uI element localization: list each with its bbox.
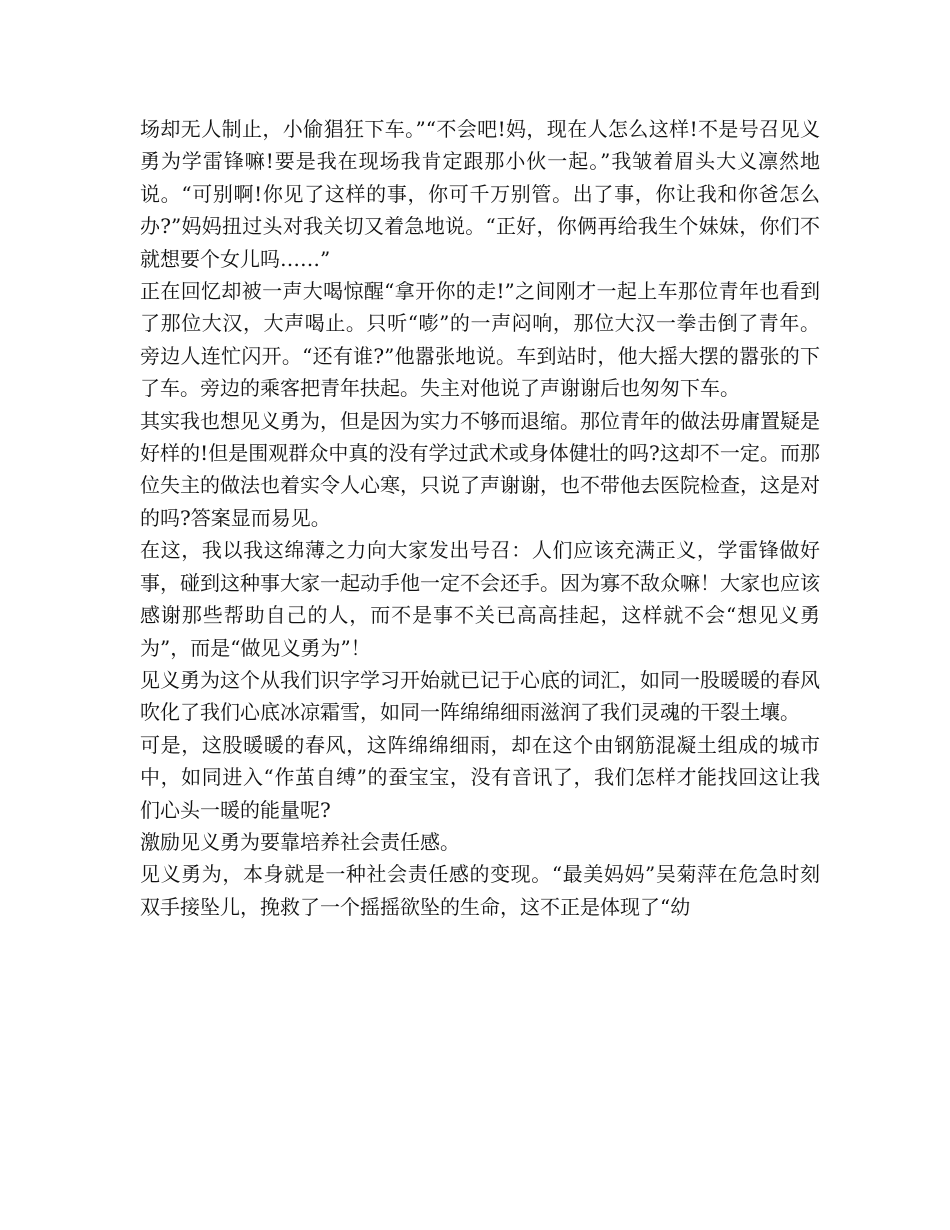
paragraph-8: 见义勇为，本身就是一种社会责任感的变现。“最美妈妈”吴菊萍在危急时刻双手接坠儿，挽救了一个摇摇欲坠的生命，这不正是体现了“幼 [140, 862, 820, 919]
paragraph-3: 其实我也想见义勇为，但是因为实力不够而退缩。那位青年的做法毋庸置疑是好样的!但是围观群众中真的没有学过武术或身体健壮的吗?这却不一定。而那位失主的做法也着实令人心寒，只说了声谢谢，也不带他去医院检查，这是对的吗?答案显而易见。 [140, 408, 820, 530]
paragraph-1: 场却无人制止，小偷猖狂下车。”“不会吧!妈，现在人怎么这样!不是号召见义勇为学雷锋嘛!要是我在现场我肯定跟那小伙一起。”我皱着眉头大义凛然地说。“可别啊!你见了这样的事，你可千万别管。出了事，你让我和你爸怎么办?”妈妈扭过头对我关切又着急地说。“正好，你俩再给我生个妹妹，你们不就想要个女儿吗……” [140, 117, 820, 271]
paragraph-2: 正在回忆却被一声大喝惊醒“拿开你的走!”之间刚才一起上车那位青年也看到了那位大汉，大声喝止。只听“嘭”的一声闷响，那位大汉一拳击倒了青年。旁边人连忙闪开。“还有谁?”他嚣张地说。车到站时，他大摇大摆的嚣张的下了车。旁边的乘客把青年扶起。失主对他说了声谢谢后也匆匆下车。 [140, 279, 820, 401]
paragraph-5: 见义勇为这个从我们识字学习开始就已记于心底的词汇，如同一股暖暖的春风吹化了我们心底冰凉霜雪，如同一阵绵绵细雨滋润了我们灵魂的干裂土壤。 [140, 667, 820, 725]
document-body [140, 113, 820, 923]
paragraph-4: 在这，我以我这绵薄之力向大家发出号召：人们应该充满正义，学雷锋做好事，碰到这种事大家一起动手他一定不会还手。因为寡不敌众嘛！大家也应该感谢那些帮助自己的人，而不是事不关已高高挂起，这样就不会“想见义勇为”，而是“做见义勇为”！ [140, 538, 820, 660]
paragraph-6: 可是，这股暖暖的春风，这阵绵绵细雨，却在这个由钢筋混凝土组成的城市中，如同进入“作茧自缚”的蚕宝宝，没有音讯了，我们怎样才能找回这让我们心头一暖的能量呢? [140, 732, 820, 822]
paragraph-7: 激励见义勇为要靠培养社会责任感。 [140, 829, 460, 854]
